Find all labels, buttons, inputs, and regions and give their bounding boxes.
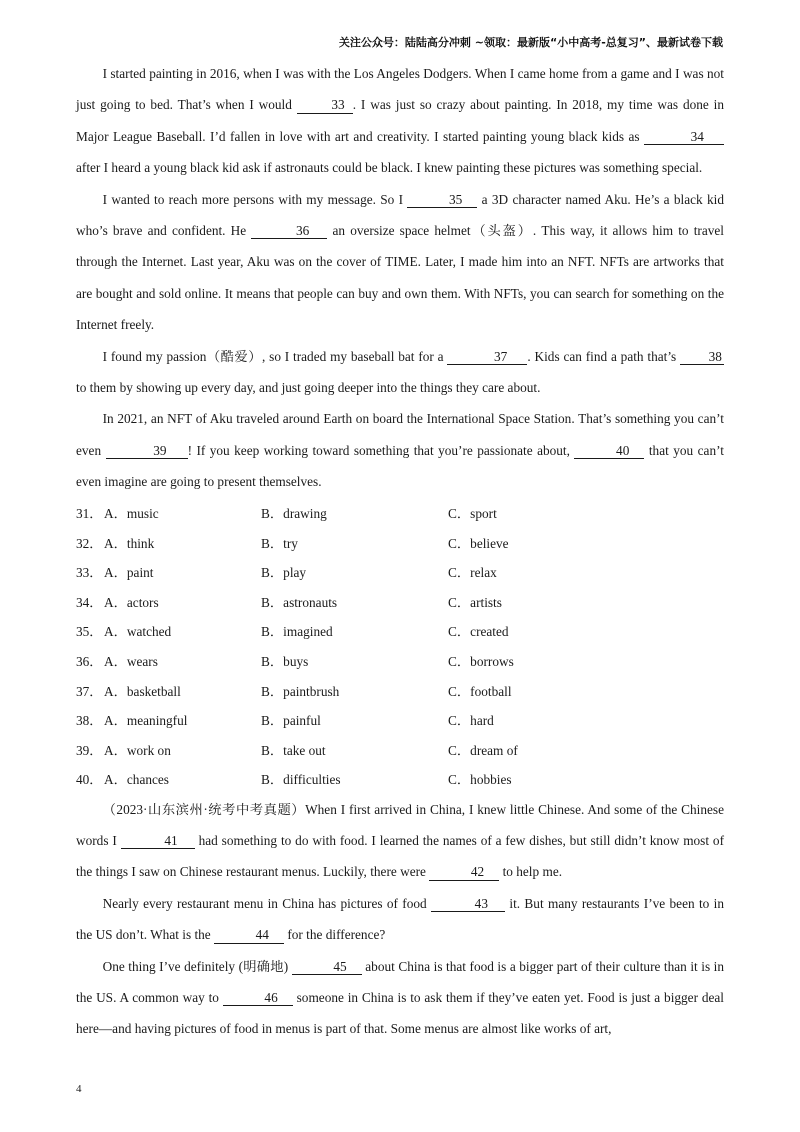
paragraph [76, 951, 724, 1045]
option-row [76, 734, 724, 764]
option-row [76, 646, 724, 676]
question-number: 37． [76, 683, 103, 699]
option-b: B．try [261, 535, 298, 551]
paragraph [76, 888, 724, 951]
option-a: A．work on [104, 742, 171, 758]
answer-options [76, 498, 724, 794]
text: I found my passion（酷爱）, so I traded my baseball bat for a [102, 348, 444, 364]
question-number: 38． [76, 713, 103, 729]
text: （2023·山东滨州·统考中考真题）When I first arrived in China, I knew little Chinese. And some of the Chinese words I [76, 801, 724, 849]
text: a 3D character named Aku. He’s a black kid who’s brave and confident. He [76, 191, 724, 239]
option-b: B．take out [261, 742, 326, 758]
option-c: C．sport [448, 505, 497, 521]
blank-33: 33 [297, 97, 353, 113]
option-row [76, 498, 724, 528]
option-row [76, 764, 724, 794]
text: for the difference? [287, 927, 386, 943]
blank-35: 35 [407, 192, 477, 208]
text: it. But many restaurants I’ve been to in the US don’t. What is the [76, 895, 724, 943]
option-row [76, 616, 724, 646]
page-header: 关注公众号：陆陆高分冲刺 ~领取：最新版“小中高考-总复习”、最新试卷下载 [338, 36, 723, 49]
option-b: B．difficulties [261, 772, 341, 788]
option-row [76, 675, 724, 705]
blank-45: 45 [292, 959, 362, 975]
option-a: A．chances [104, 772, 169, 788]
text: about China is that food is a bigger part of their culture than it is in the US. A common way to [76, 958, 725, 1006]
option-c: C．created [448, 624, 509, 640]
option-c: C．dream of [448, 742, 518, 758]
text: In 2021, an NFT of Aku traveled around Earth on board the International Space Station. That’s something you can’t even [76, 411, 724, 458]
option-c: C．borrows [448, 653, 514, 669]
text: ! If you keep working toward something that you’re passionate about, [187, 442, 570, 458]
option-a: A．music [104, 505, 159, 521]
text: . Kids can find a path that’s [527, 348, 677, 364]
text: to them by showing up every day, and just going deeper into the things they care about. [76, 380, 541, 396]
option-c: C．relax [448, 565, 497, 581]
option-c: C．football [448, 683, 512, 699]
blank-37: 37 [447, 349, 527, 365]
option-a: A．meaningful [104, 713, 188, 729]
paragraph [76, 403, 724, 497]
option-c: C．hard [448, 713, 494, 729]
option-a: A．wears [104, 653, 158, 669]
blank-44: 44 [214, 927, 284, 943]
option-b: B．astronauts [261, 594, 338, 610]
text: after I heard a young black kid ask if astronauts could be black. I knew painting these pictures was something special. [76, 160, 703, 176]
option-b: B．buys [261, 653, 309, 669]
option-c: C．artists [448, 594, 502, 610]
option-b: B．imagined [261, 624, 333, 640]
text: . I was just so crazy about painting. In 2018, my time was done in Major League Baseball. I’d fallen in love with art and creativity. I started painting young black kids as [76, 97, 725, 144]
text: to help me. [502, 864, 563, 880]
page-number: 4 [76, 1083, 82, 1095]
question-number: 33． [76, 565, 103, 581]
blank-41: 41 [121, 833, 195, 849]
option-b: B．play [261, 565, 307, 581]
blank-38: 38 [680, 349, 724, 365]
option-row [76, 557, 724, 587]
question-number: 34． [76, 594, 103, 610]
option-b: B．paintbrush [261, 683, 340, 699]
blank-46: 46 [223, 990, 293, 1006]
option-row [76, 527, 724, 557]
option-a: A．paint [104, 565, 154, 581]
paragraph [76, 341, 724, 404]
blank-39: 39 [106, 443, 188, 459]
option-a: A．watched [104, 624, 172, 640]
question-number: 35． [76, 624, 103, 640]
option-a: A．basketball [104, 683, 181, 699]
paragraph [76, 184, 724, 341]
option-c: C．hobbies [448, 772, 512, 788]
text: an oversize space helmet（头盔）. This way, it allows him to travel through the Internet. Last year, Aku was on the cover of TIME. Later, I made him into an NFT. NFTs are artworks that are bought and sold online. It means that people can buy and own them. With NFTs, you can search for something on the Internet freely. [76, 223, 724, 333]
blank-40: 40 [574, 443, 644, 459]
text: One thing I’ve definitely (明确地) [102, 958, 289, 974]
option-c: C．believe [448, 535, 509, 551]
option-a: A．actors [104, 594, 159, 610]
blank-42: 42 [429, 864, 499, 880]
blank-36: 36 [251, 223, 327, 239]
text: someone in China is to ask them if they’ve eaten yet. Food is just a bigger deal here—and having pictures of food in menus is part of that. Some menus are almost like works of art, [76, 990, 724, 1037]
option-b: B．drawing [261, 505, 327, 521]
text: I wanted to reach more persons with my message. So I [102, 191, 404, 207]
option-b: B．painful [261, 713, 321, 729]
option-row [76, 586, 724, 616]
blank-43: 43 [431, 896, 505, 912]
question-number: 36． [76, 653, 103, 669]
text: I started painting in 2016, when I was with the Los Angeles Dodgers. When I came home from a game and I was not just going to bed. That’s when I would [76, 66, 724, 113]
paragraph [76, 794, 724, 888]
document-body [76, 58, 724, 1045]
question-number: 39． [76, 742, 103, 758]
option-row [76, 705, 724, 735]
text: had something to do with food. I learned the names of a few dishes, but still didn’t know most of the things I saw on Chinese restaurant menus. Luckily, there were [76, 833, 725, 880]
text: Nearly every restaurant menu in China has pictures of food [102, 895, 427, 911]
question-number: 40． [76, 772, 103, 788]
option-a: A．think [104, 535, 155, 551]
question-number: 32． [76, 535, 103, 551]
question-number: 31． [76, 505, 103, 521]
text: that you can’t even imagine are going to present themselves. [76, 442, 724, 490]
blank-34: 34 [644, 129, 724, 145]
paragraph [76, 58, 724, 184]
